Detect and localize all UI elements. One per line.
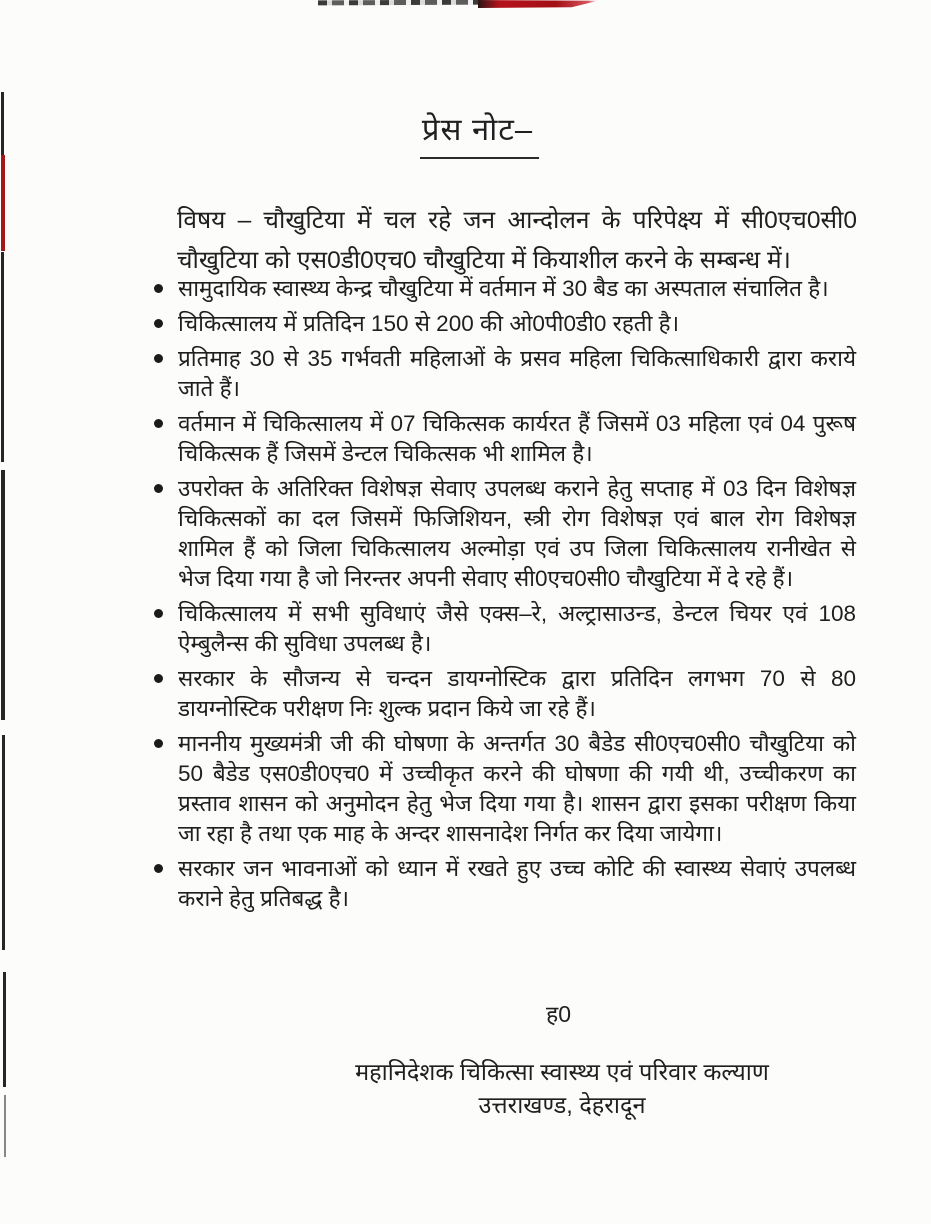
top-edge-red-streak-artifact — [478, 0, 598, 8]
list-item-text: सरकार के सौजन्य से चन्दन डायग्नोस्टिक द्वारा प्रतिदिन लगभग 70 से 80 डायग्नोस्टिक परीक्षण निः शुल्क प्रदान किये जा रहे हैं। — [178, 666, 856, 721]
signatory-block — [282, 1056, 842, 1122]
list-item — [178, 409, 856, 469]
list-item — [178, 344, 856, 404]
list-item-text: उपरोक्त के अतिरिक्त विशेषज्ञ सेवाए उपलब्ध कराने हेतु सप्ताह में 03 दिन विशेषज्ञ चिकित्सकों का दल जिसमें फिजिशियन, स्त्री रोग विशेषज्ञ एवं बाल रोग विशेषज्ञ शामिल हैं को जिला चिकित्सालय अल्मोड़ा एवं उप जिला चिकित्सालय रानीखेत से भेज दिया गया है जो निरन्तर अपनी सेवाए सी0एच0सी0 चौखुटिया में दे रहे हैं। — [178, 476, 856, 591]
signatory-designation: महानिदेशक चिकित्सा स्वास्थ्य एवं परिवार कल्याण — [355, 1059, 769, 1085]
edge-segment — [1, 470, 5, 720]
list-item — [178, 664, 856, 724]
bullet-dot-icon — [154, 284, 163, 293]
document-title-row — [14, 108, 931, 159]
bullet-dot-icon — [154, 419, 163, 428]
bullet-dot-icon — [154, 484, 163, 493]
edge-segment — [1, 252, 4, 462]
bullet-dot-icon — [154, 864, 163, 873]
edge-segment — [1, 92, 4, 158]
list-item — [178, 309, 856, 339]
signature-mark: ह0 — [546, 1001, 572, 1027]
list-item — [178, 474, 856, 594]
list-item — [178, 274, 856, 304]
list-item-text: चिकित्सालय में प्रतिदिन 150 से 200 की ओ0पी0डी0 रहती है। — [178, 311, 680, 336]
edge-segment — [3, 972, 6, 1087]
subject-line: विषय – चौखुटिया में चल रहे जन आन्दोलन के परिपेक्ष्य में सी0एच0सी0 चौखुटिया को एस0डी0एच0 चौखुटिया में कियाशील करने के सम्बन्ध में। — [177, 206, 857, 274]
bullet-list — [178, 274, 856, 919]
list-item — [178, 599, 856, 659]
signatory-location: उत्तराखण्ड, देहरादून — [478, 1092, 646, 1118]
bullet-dot-icon — [154, 739, 163, 748]
list-item-text: चिकित्सालय में सभी सुविधाएं जैसे एक्स–रे, अल्ट्रासाउन्ड, डेन्टल चियर एवं 108 ऐम्बुलैन्स की सुविधा उपलब्ध है। — [178, 601, 856, 656]
top-edge-smudge-artifact — [318, 0, 483, 5]
bullet-dot-icon — [154, 674, 163, 683]
list-item-text: प्रतिमाह 30 से 35 गर्भवती महिलाओं के प्रसव महिला चिकित्साधिकारी द्वारा कराये जाते हैं। — [178, 346, 856, 401]
list-item — [178, 854, 856, 914]
bullet-dot-icon — [154, 609, 163, 618]
bullet-dot-icon — [154, 319, 163, 328]
list-item-text: वर्तमान में चिकित्सालय में 07 चिकित्सक कार्यरत हैं जिसमें 03 महिला एवं 04 पुरूष चिकित्सक हैं जिसमें डेन्टल चिकित्सक भी शामिल है। — [178, 411, 856, 466]
bullet-dot-icon — [154, 354, 163, 363]
list-item-text: सरकार जन भावनाओं को ध्यान में रखते हुए उच्च कोटि की स्वास्थ्य सेवाएं उपलब्ध कराने हेतु प्रतिबद्ध है। — [178, 856, 856, 911]
list-item-text: सामुदायिक स्वास्थ्य केन्द्र चौखुटिया में वर्तमान में 30 बैड का अस्पताल संचालित है। — [178, 276, 829, 301]
edge-segment-red — [1, 155, 5, 251]
document-title: प्रेस नोट– — [420, 108, 539, 159]
edge-segment — [2, 735, 5, 950]
edge-segment — [4, 1095, 6, 1157]
list-item-text: माननीय मुख्यमंत्री जी की घोषणा के अन्तर्गत 30 बैडेड सी0एच0सी0 चौखुटिया को 50 बैडेड एस0डी0एच0 में उच्चीकृत करने की घोषणा की गयी थी, उच्चीकरण का प्रस्ताव शासन को अनुमोदन हेतु भेज दिया गया है। शासन द्वारा इसका परीक्षण किया जा रहा है तथा एक माह के अन्दर शासनादेश निर्गत कर दिया जायेगा। — [178, 731, 856, 846]
list-item — [178, 729, 856, 849]
